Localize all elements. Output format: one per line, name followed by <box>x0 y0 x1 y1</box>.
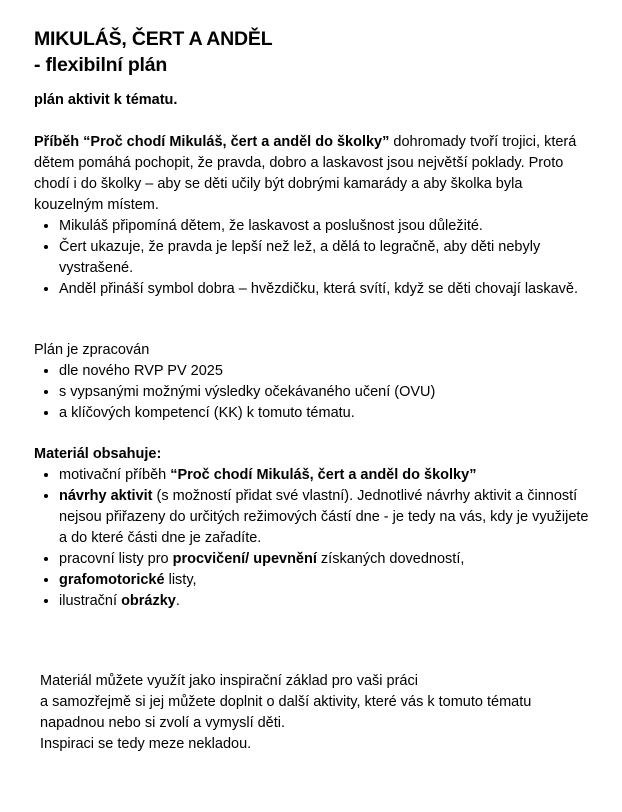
list-item: • motivační příběh “Proč chodí Mikuláš, čert a anděl do školky” <box>59 465 594 486</box>
story-paragraph <box>34 132 594 216</box>
footer-line: Inspiraci se tedy meze nekladou. <box>40 736 252 752</box>
list-item: • grafomotorické listy, <box>59 570 594 591</box>
footer-line: a samozřejmě si jej můžete doplnit o další aktivity, které vás k tomuto tématu <box>40 694 532 710</box>
document-title <box>34 26 272 78</box>
list-item: • pracovní listy pro procvičení/ upevnění získaných dovedností, <box>59 549 594 570</box>
footer-note <box>40 671 600 755</box>
title-line-2: - flexibilní plán <box>34 54 168 76</box>
story-title: Příběh “Proč chodí Mikuláš, čert a anděl do školky” <box>34 134 390 150</box>
title-line-1: MIKULÁŠ, ČERT A ANDĚL <box>34 28 273 50</box>
list-item: • Čert ukazuje, že pravda je lepší než lež, a dělá to legračně, aby děti nebyly vystrašené. <box>59 237 594 279</box>
material-section <box>34 444 594 612</box>
list-item: • Mikuláš připomíná dětem, že laskavost a poslušnost jsou důležité. <box>59 216 594 237</box>
list-item: • a klíčových kompetencí (KK) k tomuto tématu. <box>59 403 594 424</box>
list-item: • ilustrační obrázky. <box>59 591 594 612</box>
list-item: • návrhy aktivit (s možností přidat své vlastní). Jednotlivé návrhy aktivit a činností nejsou přiřazeny do určitých režimových částí dne - je tedy na vás, kdy je využijete a do které části dne je zařadíte. <box>59 486 594 549</box>
footer-line: napadnou nebo si zvolí a vymyslí děti. <box>40 715 286 731</box>
plan-list <box>34 361 594 424</box>
story-text: dohromady tvoří trojici, která dětem pomáhá pochopit, že pravda, dobro a laskavost jsou největší poklady. Proto chodí i do školky – aby se děti učily být dobrými kamarády a aby školka byla kouzelným místem. <box>34 134 577 213</box>
plan-heading: Plán je zpracován <box>34 342 150 358</box>
story-section <box>34 132 594 300</box>
list-item: • s vypsanými možnými výsledky očekávaného učení (OVU) <box>59 382 594 403</box>
list-item: • Anděl přináší symbol dobra – hvězdičku, která svítí, když se děti chovají laskavě. <box>59 279 594 300</box>
story-list <box>34 216 594 300</box>
material-list <box>34 465 594 612</box>
footer-line: Materiál můžete využít jako inspirační základ pro vaši práci <box>40 673 418 689</box>
plan-section <box>34 340 594 424</box>
subtitle: plán aktivit k tématu. <box>34 92 178 108</box>
material-heading: Materiál obsahuje: <box>34 446 162 462</box>
list-item: • dle nového RVP PV 2025 <box>59 361 594 382</box>
